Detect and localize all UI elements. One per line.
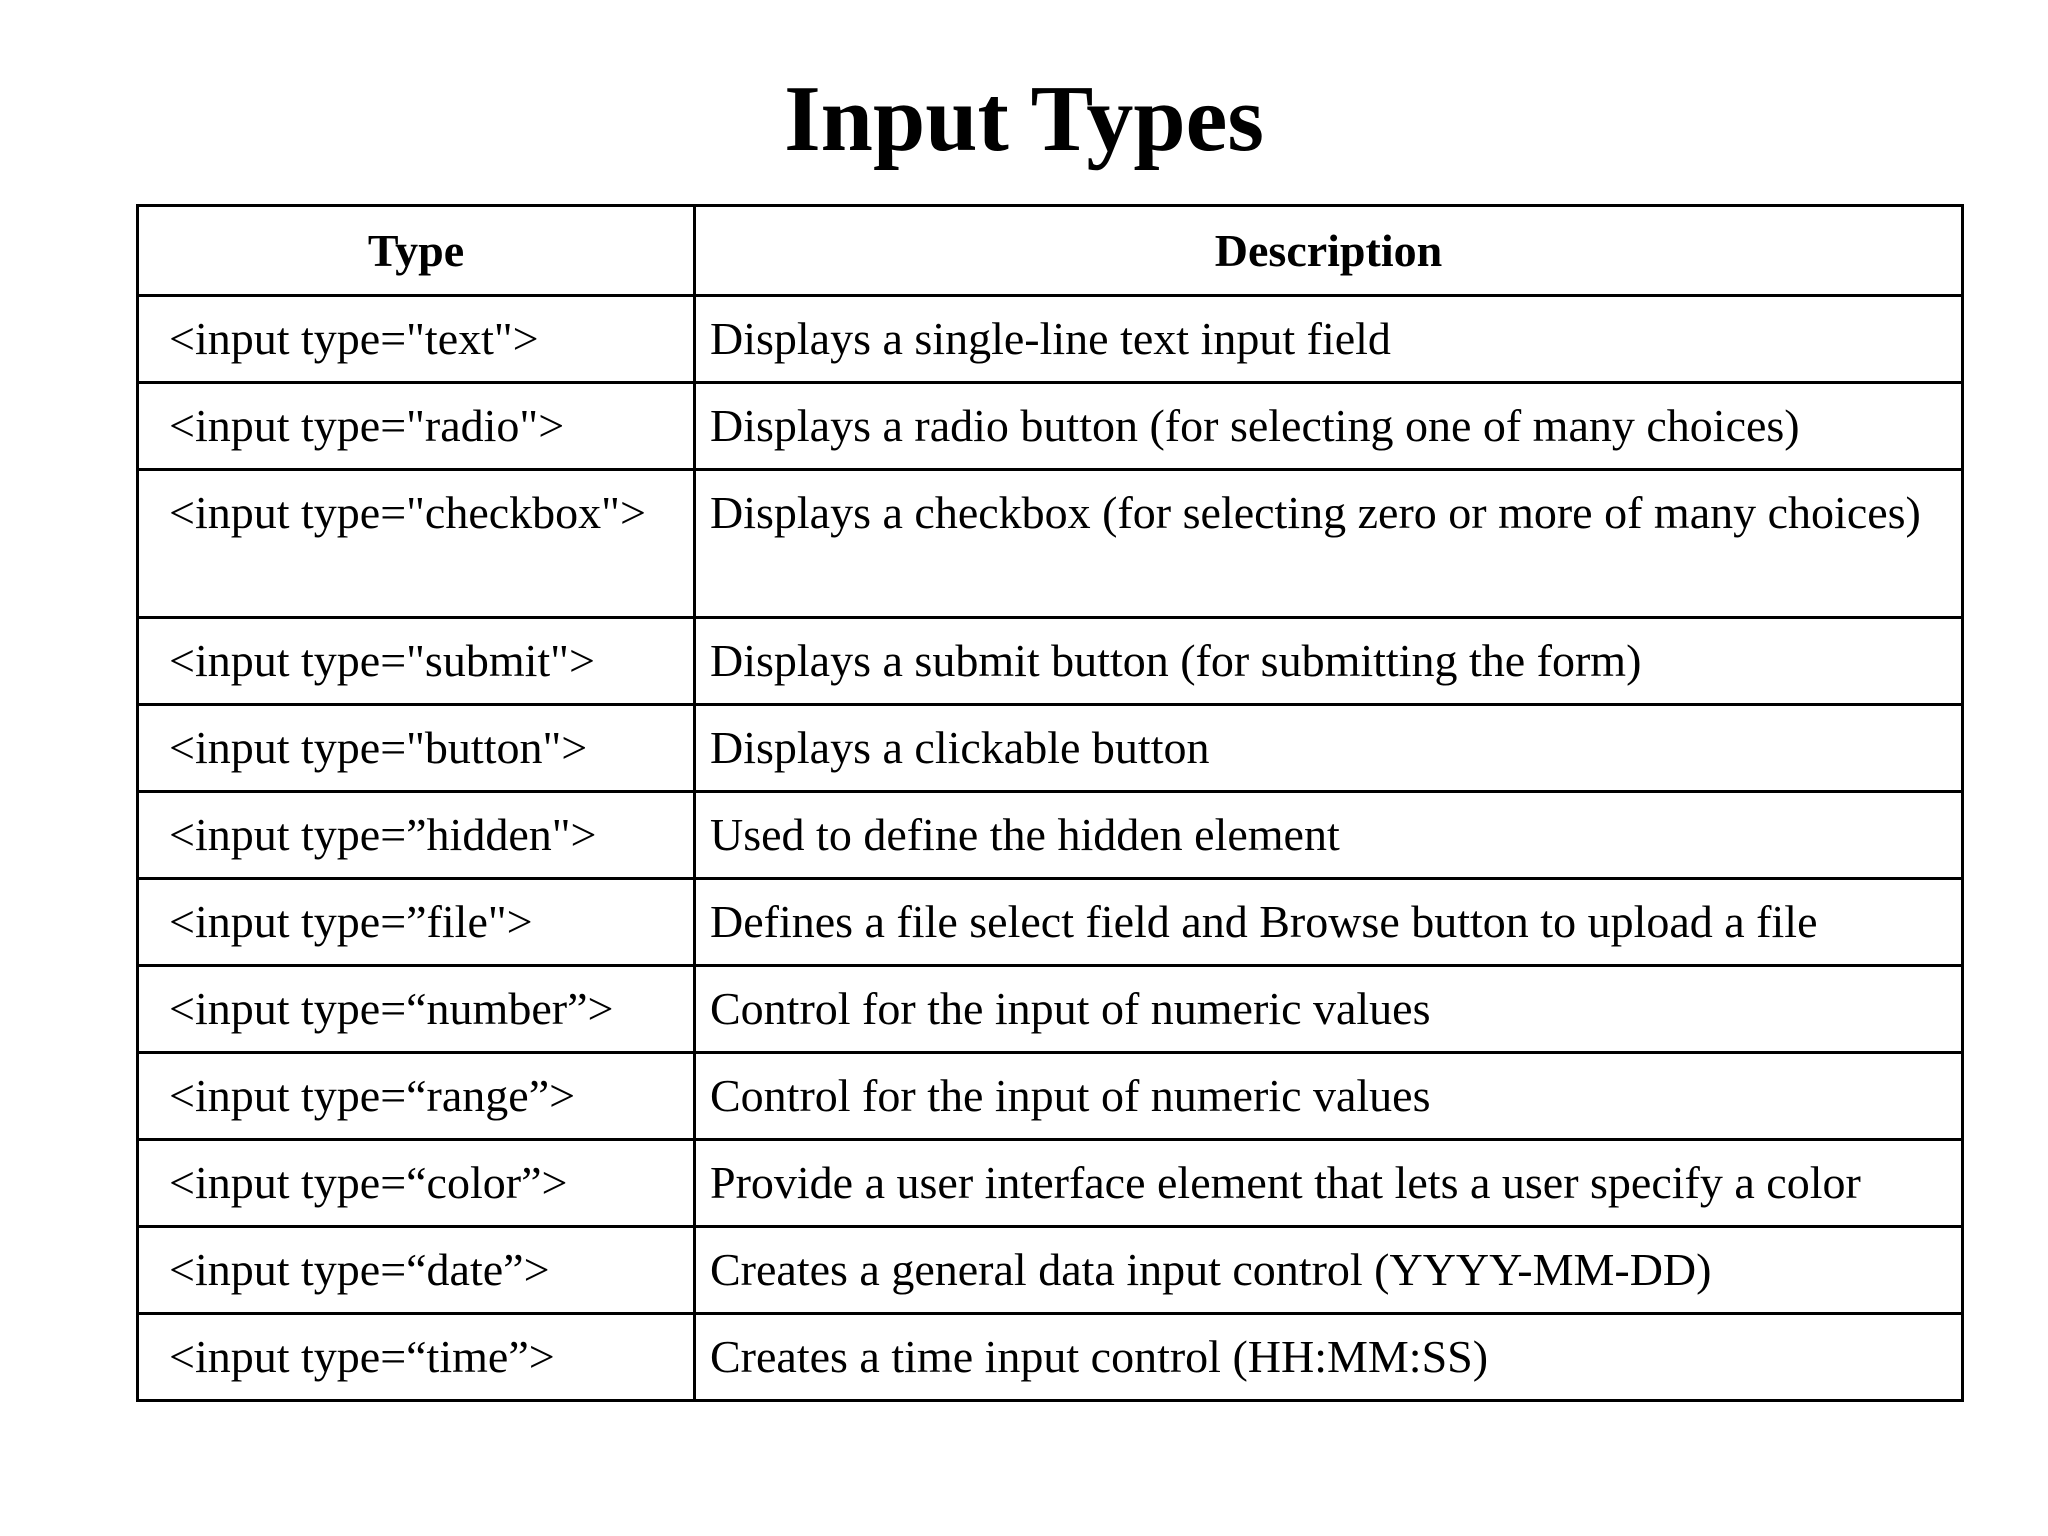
cell-type: <input type=“color”> (138, 1140, 695, 1227)
table-header-row (138, 206, 1963, 296)
cell-type: <input type=”hidden"> (138, 792, 695, 879)
table-row (138, 470, 1963, 618)
column-header-type: Type (138, 206, 695, 296)
cell-type: <input type="radio"> (138, 383, 695, 470)
table-row (138, 383, 1963, 470)
cell-description: Displays a checkbox (for selecting zero or more of many choices) (695, 470, 1963, 618)
table-row (138, 879, 1963, 966)
cell-description: Control for the input of numeric values (695, 1053, 1963, 1140)
table-row (138, 618, 1963, 705)
table-row (138, 296, 1963, 383)
column-header-description: Description (695, 206, 1963, 296)
table-row (138, 1227, 1963, 1314)
cell-type: <input type="submit"> (138, 618, 695, 705)
table-row (138, 1314, 1963, 1401)
table-row (138, 705, 1963, 792)
cell-type: <input type=”file"> (138, 879, 695, 966)
cell-description: Displays a single-line text input field (695, 296, 1963, 383)
table-row (138, 1140, 1963, 1227)
cell-description: Creates a time input control (HH:MM:SS) (695, 1314, 1963, 1401)
table-row (138, 966, 1963, 1053)
cell-description: Creates a general data input control (YYYY-MM-DD) (695, 1227, 1963, 1314)
table-row (138, 792, 1963, 879)
cell-description: Provide a user interface element that lets a user specify a color (695, 1140, 1963, 1227)
cell-description: Control for the input of numeric values (695, 966, 1963, 1053)
cell-description: Used to define the hidden element (695, 792, 1963, 879)
cell-type: <input type="text"> (138, 296, 695, 383)
cell-type: <input type=“number”> (138, 966, 695, 1053)
cell-description: Defines a file select field and Browse button to upload a file (695, 879, 1963, 966)
cell-description: Displays a radio button (for selecting one of many choices) (695, 383, 1963, 470)
cell-description: Displays a submit button (for submitting the form) (695, 618, 1963, 705)
input-types-table (136, 204, 1964, 1402)
cell-type: <input type="checkbox"> (138, 470, 695, 618)
cell-type: <input type=“range”> (138, 1053, 695, 1140)
cell-type: <input type=“date”> (138, 1227, 695, 1314)
page-title: Input Types (784, 67, 1264, 171)
cell-description: Displays a clickable button (695, 705, 1963, 792)
table-row (138, 1053, 1963, 1140)
cell-type: <input type=“time”> (138, 1314, 695, 1401)
cell-type: <input type="button"> (138, 705, 695, 792)
